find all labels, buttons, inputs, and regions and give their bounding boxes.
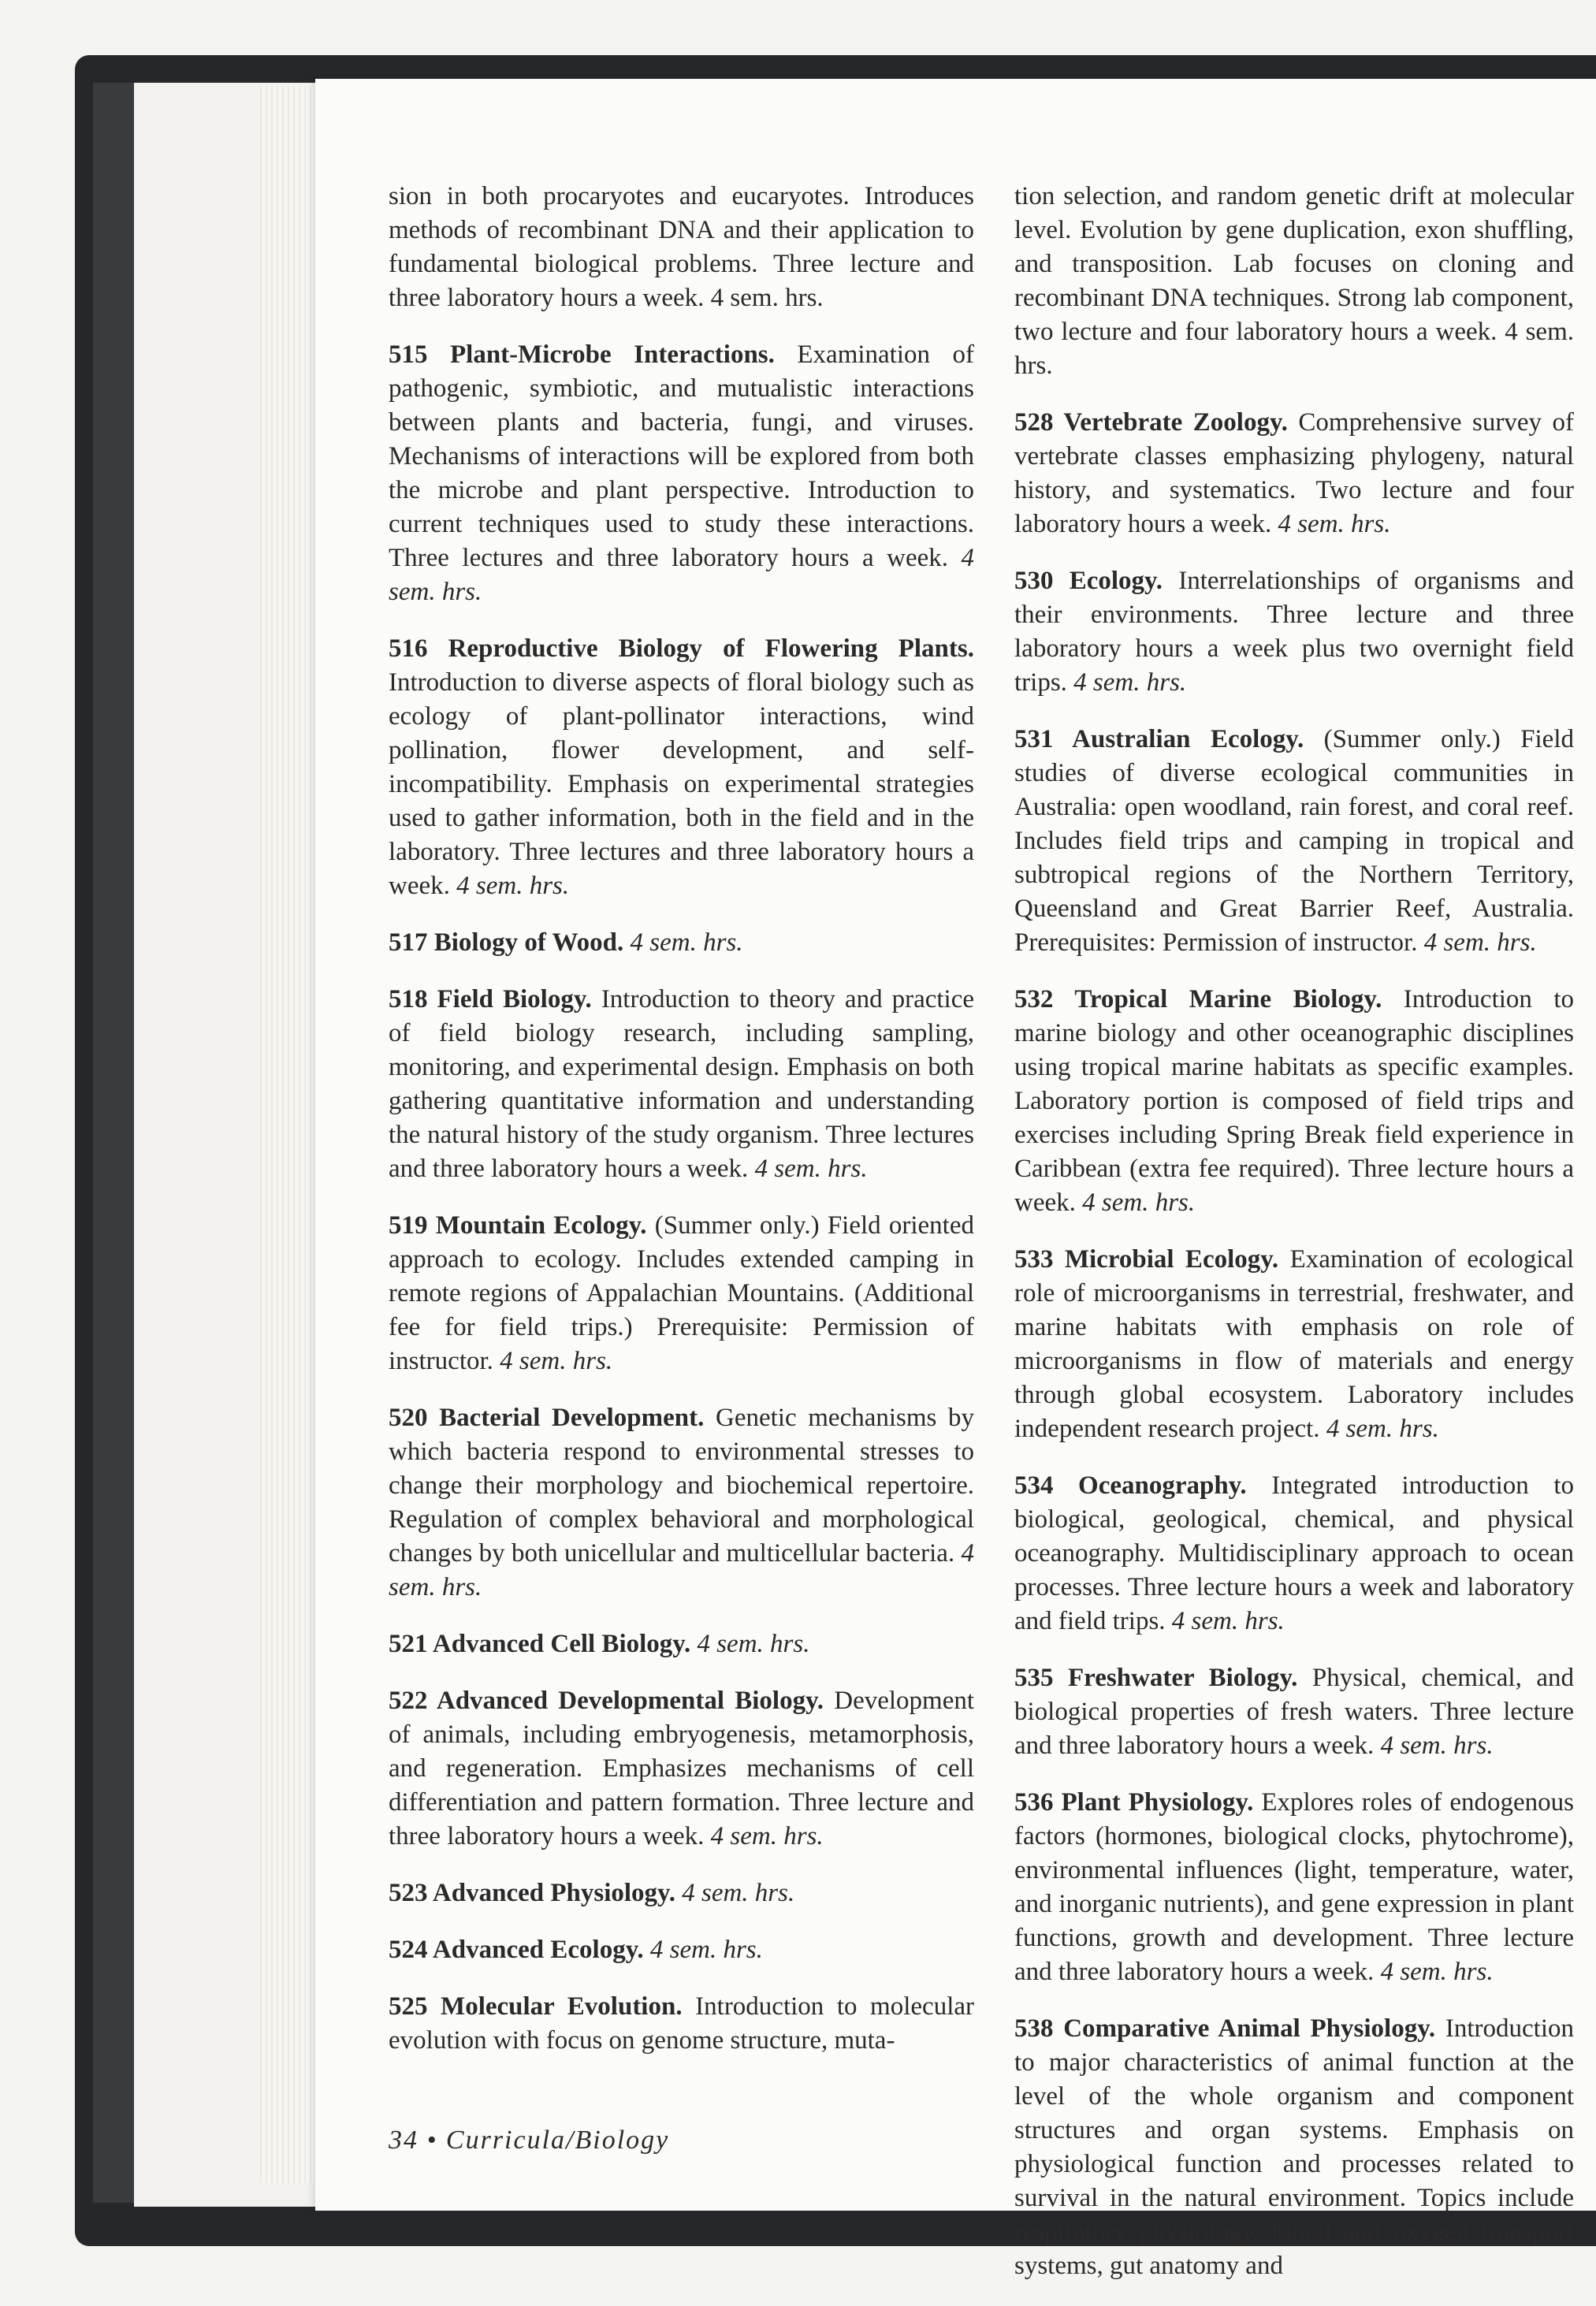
course-credit-hours: 4 sem. hrs. (682, 1879, 795, 1907)
course-description: Physical, chemical, and biological properties of fresh waters. Three lecture and three laboratory hours a week. (1014, 1664, 1574, 1760)
course-entry (389, 926, 974, 960)
page-footer: 34 • Curricula/Biology (389, 2126, 670, 2155)
course-list (389, 338, 974, 2058)
course-description: Development of animals, including embryogenesis, metamorphosis, and regeneration. Emphasizes mechanisms of cell differentiation and pattern formation. Three lecture and three laboratory hours a week. (389, 1687, 975, 1850)
course-title: 538 Comparative Animal Physiology. (1014, 2014, 1436, 2043)
course-title: 535 Freshwater Biology. (1014, 1664, 1298, 1692)
continuation-paragraph: sion in both procaryotes and eucaryotes. Introduces methods of recombinant DNA and their application to fundamental biological problems. Three lecture and three laboratory hours a week. 4 sem. hrs. (389, 182, 974, 312)
course-title: 533 Microbial Ecology. (1014, 1245, 1279, 1274)
course-entry (389, 1876, 974, 1910)
course-description: Interrelationships of organisms and their environments. Three lecture and three laboratory hours a week plus two overnight field trips. (1014, 567, 1574, 697)
course-description: Genetic mechanisms by which bacteria respond to environmental stresses to change their morphology and biochemical repertoire. Regulation of complex behavioral and morphological changes by both unicellular and multicellular bacteria. (389, 1404, 975, 1568)
course-credit-hours: 4 sem. hrs. (456, 872, 570, 900)
course-credit-hours: 4 sem. hrs. (710, 1822, 824, 1850)
course-title: 518 Field Biology. (389, 985, 592, 1014)
continuation-paragraph: tion selection, and random genetic drift at molecular level. Evolution by gene duplication, exon shuffling, and transposition. Lab focuses on cloning and recombinant DNA techniques. Strong lab component, two lecture and four laboratory hours a week. 4 sem. hrs. (1014, 182, 1574, 380)
course-description: Introduction to major characteristics of animal function at the level of the whole organism and component structures and organ systems. Emphasis on physiological function and processes related to survival in the natural environment. Topics include respiratory physiology, blood and oxygen transport systems, gut anatomy and (1014, 2014, 1575, 2280)
course-entry (1014, 1469, 1574, 1638)
course-credit-hours: 4 sem. hrs. (1082, 1188, 1196, 1217)
course-entry (1014, 983, 1574, 1220)
course-entry (1014, 2012, 1574, 2283)
course-credit-hours: 4 sem. hrs. (389, 1539, 974, 1601)
course-title: 523 Advanced Physiology. (389, 1879, 675, 1907)
course-description: Comprehensive survey of vertebrate classes emphasizing phylogeny, natural history, and systematics. Two lecture and four laboratory hours a week. (1014, 408, 1575, 538)
course-credit-hours: 4 sem. hrs. (1380, 1958, 1494, 1986)
course-entry (1014, 1786, 1574, 1989)
course-title: 525 Molecular Evolution. (389, 1992, 683, 2021)
course-description: Introduction to theory and practice of field biology research, including sampling, monitoring, and experimental design. Emphasis on both gathering quantitative information and understanding the natural history of the study organism. Three lectures and three laboratory hours a week. (389, 985, 975, 1183)
course-credit-hours: 4 sem. hrs. (1171, 1607, 1285, 1635)
course-title: 522 Advanced Developmental Biology. (389, 1687, 824, 1715)
course-title: 524 Advanced Ecology. (389, 1936, 644, 1964)
course-credit-hours: 4 sem. hrs. (500, 1347, 613, 1375)
course-title: 515 Plant-Microbe Interactions. (389, 340, 775, 369)
course-entry (389, 1209, 974, 1378)
course-entry (389, 1684, 974, 1854)
course-entry (389, 983, 974, 1186)
course-title: 530 Ecology. (1014, 567, 1163, 595)
course-entry (389, 1401, 974, 1605)
course-entry (1014, 1243, 1574, 1446)
course-title: 531 Australian Ecology. (1014, 725, 1304, 753)
course-entry (389, 1990, 974, 2058)
course-description: (Summer only.) Field studies of diverse ecological communities in Australia: open woodland, rain forest, and coral reef. Includes field trips and camping in tropical and subtropical regions of the Northern Territory, Queensland and Great Barrier Reef, Australia. Prerequisites: Permission of instructor. (1014, 725, 1575, 957)
course-credit-hours: 4 sem. hrs. (649, 1936, 763, 1964)
course-description: Introduction to diverse aspects of floral biology such as ecology of plant-pollinator interactions, wind pollination, flower development, and self-incompatibility. Emphasis on experimental strategies used to gather information, both in the field and in the laboratory. Three lectures and three laboratory hours a week. (389, 668, 974, 900)
course-credit-hours: 4 sem. hrs. (630, 928, 743, 957)
course-credit-hours: 4 sem. hrs. (754, 1155, 868, 1183)
course-title: 516 Reproductive Biology of Flowering Plants. (389, 634, 974, 663)
course-list (1014, 406, 1574, 2283)
course-description: Explores roles of endogenous factors (hormones, biological clocks, phytochrome), environmental influences (light, temperature, water, and inorganic nutrients), and gene expression in plant functions, growth and development. Three lecture and three laboratory hours a week. (1014, 1788, 1575, 1986)
course-title: 517 Biology of Wood. (389, 928, 624, 957)
course-title: 532 Tropical Marine Biology. (1014, 985, 1382, 1014)
course-title: 519 Mountain Ecology. (389, 1211, 647, 1240)
course-description: Introduction to marine biology and other oceanographic disciplines using tropical marine habitats as specific examples. Laboratory portion is composed of field trips and exercises including Spring Break field experience in Caribbean (extra fee required). Three lecture hours a week. (1014, 985, 1574, 1217)
left-column (389, 180, 974, 2081)
course-credit-hours: 4 sem. hrs. (1326, 1415, 1439, 1443)
course-title: 521 Advanced Cell Biology. (389, 1630, 691, 1658)
course-credit-hours: 4 sem. hrs. (389, 544, 974, 606)
course-entry (1014, 564, 1574, 700)
course-entry (1014, 406, 1574, 541)
course-description: Introduction to molecular evolution with focus on genome structure, muta- (389, 1992, 974, 2055)
page-edges (260, 87, 323, 2183)
book-spine-edge (93, 83, 140, 2203)
course-description: (Summer only.) Field oriented approach to ecology. Includes extended camping in remote regions of Appalachian Mountains. (Additional fee for field trips.) Prerequisite: Permission of instructor. (389, 1211, 974, 1375)
course-credit-hours: 4 sem. hrs. (1278, 510, 1391, 538)
course-title: 534 Oceanography. (1014, 1471, 1247, 1500)
course-description: Examination of pathogenic, symbiotic, and mutualistic interactions between plants and bacteria, fungi, and viruses. Mechanisms of interactions will be explored from both the microbe and plant perspective. Introduction to current techniques used to study these interactions. Three lectures and three laboratory hours a week. (389, 340, 974, 572)
course-title: 536 Plant Physiology. (1014, 1788, 1254, 1817)
course-title: 520 Bacterial Development. (389, 1404, 705, 1432)
course-credit-hours: 4 sem. hrs. (697, 1630, 810, 1658)
course-description: Examination of ecological role of microorganisms in terrestrial, freshwater, and marine habitats with emphasis on role of microorganisms in flow of materials and energy through global ecosystem. Laboratory includes independent research project. (1014, 1245, 1574, 1443)
course-entry (389, 1627, 974, 1661)
course-credit-hours: 4 sem. hrs. (1073, 668, 1187, 697)
course-entry (389, 1933, 974, 1967)
course-credit-hours: 4 sem. hrs. (1423, 928, 1537, 957)
course-title: 528 Vertebrate Zoology. (1014, 408, 1288, 437)
course-entry (1014, 1661, 1574, 1763)
course-description: Integrated introduction to biological, geological, chemical, and physical oceanography. Multidisciplinary approach to ocean processes. Three lecture hours a week and laboratory and field trips. (1014, 1471, 1574, 1635)
course-credit-hours: 4 sem. hrs. (1380, 1731, 1494, 1760)
course-entry (389, 338, 974, 609)
course-entry (389, 632, 974, 903)
right-column (1014, 180, 1574, 2306)
course-entry (1014, 723, 1574, 960)
